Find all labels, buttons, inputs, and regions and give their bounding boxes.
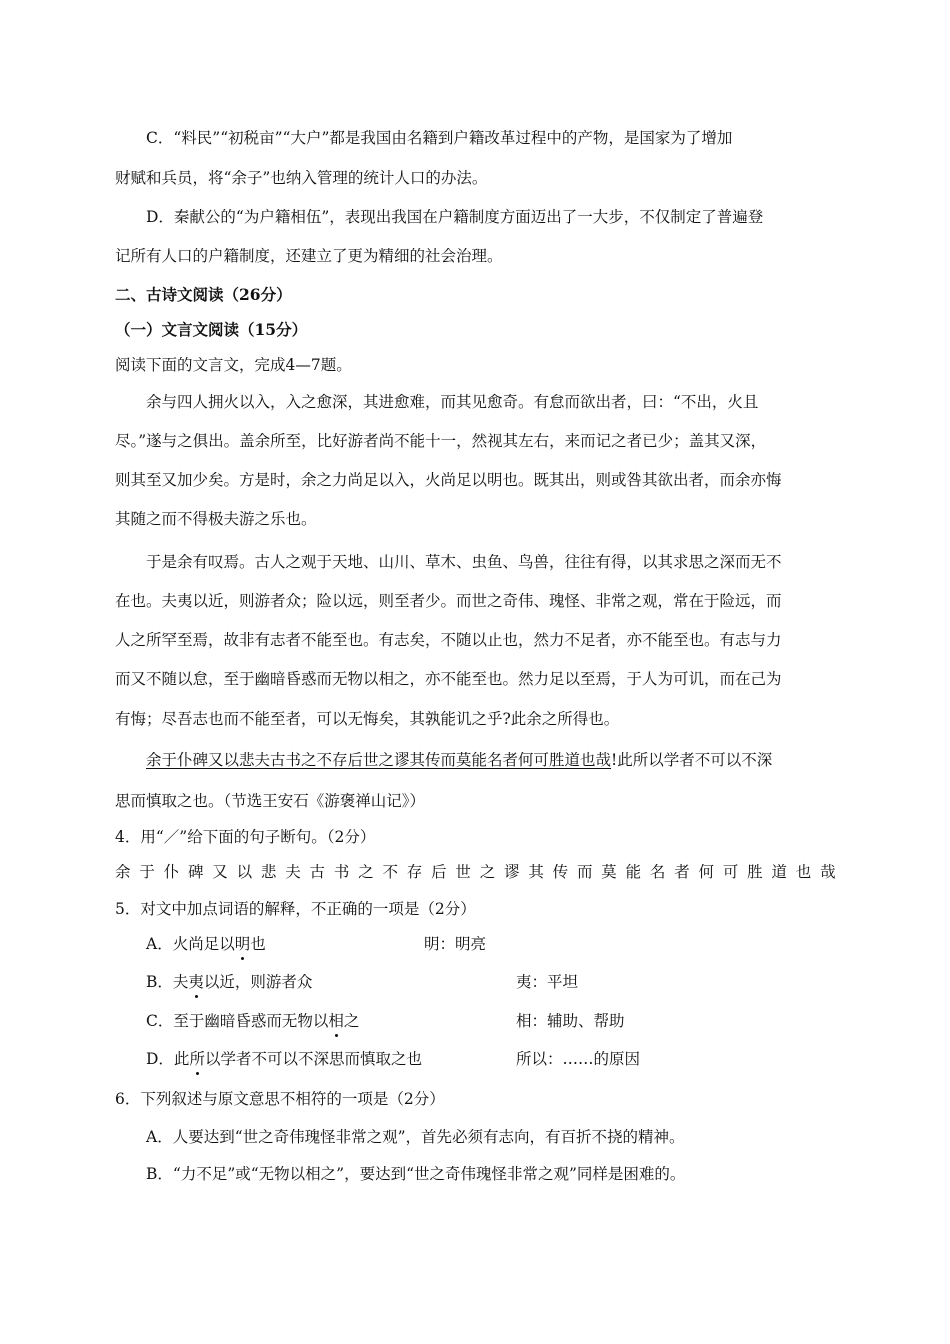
q5-option-a: A．火尚足以明也 xyxy=(146,935,266,953)
q6-option-a: A．人要达到“世之奇伟瑰怪非常之观”，首先必须有志向，有百折不挠的精神。 xyxy=(146,1128,685,1146)
option-c-line-1: C．“料民”“初税亩”“大户”都是我国由名籍到户籍改革过程中的产物，是国家为了增加 xyxy=(146,129,733,147)
sentence-char: 可 xyxy=(722,863,739,881)
sentence-char: 而 xyxy=(576,863,593,881)
sentence-char: 世 xyxy=(455,863,471,881)
question-4-stem: 4．用“／”给下面的句子断句。（2分） xyxy=(115,828,376,846)
subsection-title: （一）文言文阅读（15分） xyxy=(115,320,308,339)
sentence-char: 余 xyxy=(115,863,131,881)
sentence-char: 哉 xyxy=(820,863,836,881)
option-c-line-2: 财赋和兵员，将“余子”也纳入管理的统计人口的办法。 xyxy=(115,169,488,187)
passage-p2-line-4: 而又不随以怠，至于幽暗昏惑而无物以相之，亦不能至也。然力足以至焉，于人为可讥，而在己为 xyxy=(115,670,782,688)
sentence-char: 道 xyxy=(771,863,787,881)
sentence-char: 者 xyxy=(674,863,690,881)
q5-option-b: B．夫夷以近，则游者众 xyxy=(146,973,313,991)
sentence-char: 后 xyxy=(431,863,447,881)
option-d-line-2: 记所有人口的户籍制度，还建立了更为精细的社会治理。 xyxy=(115,247,503,265)
sentence-char: 于 xyxy=(139,863,155,881)
sentence-char: 之 xyxy=(358,863,374,881)
q5-option-c: C．至于幽暗昏惑而无物以相之 xyxy=(146,1012,360,1030)
sentence-char: 之 xyxy=(479,863,496,881)
sentence-char: 传 xyxy=(552,863,569,881)
question-4-sentence xyxy=(115,862,836,882)
sentence-char: 悲 xyxy=(260,863,277,881)
passage-p3-rest: !此所以学者不可以不深 xyxy=(611,751,773,769)
reading-instruction: 阅读下面的文言文，完成4—7题。 xyxy=(115,356,352,374)
q5-option-a-gloss: 明：明亮 xyxy=(424,935,487,953)
question-5-stem: 5．对文中加点词语的解释，不正确的一项是（2分） xyxy=(115,900,476,918)
q5-option-d: D．此所以学者不可以不深思而慎取之也 xyxy=(146,1050,422,1068)
sentence-char: 不 xyxy=(382,863,398,881)
question-6-stem: 6．下列叙述与原文意思不相符的一项是（2分） xyxy=(115,1090,445,1108)
sentence-char: 何 xyxy=(698,863,715,881)
passage-p3-line-1 xyxy=(146,750,772,770)
sentence-char: 胜 xyxy=(747,863,763,881)
sentence-char: 谬 xyxy=(504,863,520,881)
sentence-char: 存 xyxy=(406,863,423,881)
sentence-char: 以 xyxy=(236,863,253,881)
sentence-char: 莫 xyxy=(601,863,617,881)
dotted-word: 夷 xyxy=(188,973,204,991)
passage-p1-line-3: 则其至又加少矣。方是时，余之力尚足以入，火尚足以明也。既其出，则或咎其欲出者，而余亦悔 xyxy=(115,471,782,489)
sentence-char: 又 xyxy=(212,863,228,881)
sentence-char: 碑 xyxy=(187,863,204,881)
sentence-char: 能 xyxy=(625,863,642,881)
passage-p1-line-2: 尽。”遂与之俱出。盖余所至，比好游者尚不能十一，然视其左右，来而记之者已少；盖其又深， xyxy=(115,432,767,450)
underlined-sentence: 余于仆碑又以悲夫古书之不存后世之谬其传而莫能名者何可胜道也哉 xyxy=(146,751,612,769)
passage-p2-line-1: 于是余有叹焉。古人之观于天地、山川、草木、虫鱼、鸟兽，往往有得，以其求思之深而无不 xyxy=(146,553,782,571)
passage-p2-line-3: 人之所罕至焉，故非有志者不能至也。有志矣，不随以止也，然力不足者，亦不能至也。有志与力 xyxy=(115,631,782,649)
passage-p1-line-1: 余与四人拥火以入，入之愈深，其进愈难，而其见愈奇。有怠而欲出者，曰：“不出，火且 xyxy=(146,393,759,411)
q5-option-b-gloss: 夷：平坦 xyxy=(516,973,579,991)
passage-p2-line-5: 有悔；尽吾志也而不能至者，可以无悔矣，其孰能讥之乎?此余之所得也。 xyxy=(115,710,620,728)
sentence-char: 夫 xyxy=(285,863,301,881)
passage-p1-line-4: 其随之而不得极夫游之乐也。 xyxy=(115,510,317,528)
q6-option-b: B．“力不足”或“无物以相之”，要达到“世之奇伟瑰怪非常之观”同样是困难的。 xyxy=(146,1165,686,1183)
sentence-char: 书 xyxy=(333,863,350,881)
dotted-word: 相 xyxy=(328,1012,344,1030)
section-title: 二、古诗文阅读（26分） xyxy=(115,285,292,304)
dotted-word: 所 xyxy=(189,1050,205,1068)
sentence-char: 古 xyxy=(309,863,326,881)
passage-p2-line-2: 在也。夫夷以近，则游者众；险以远，则至者少。而世之奇伟、瑰怪、非常之观，常在于险远，而 xyxy=(115,592,782,610)
sentence-char: 也 xyxy=(795,863,812,881)
sentence-char: 其 xyxy=(528,863,544,881)
q5-option-d-gloss: 所以：……的原因 xyxy=(516,1050,641,1068)
dotted-word: 明 xyxy=(234,935,251,953)
sentence-char: 名 xyxy=(649,863,666,881)
q5-option-c-gloss: 相：辅助、帮助 xyxy=(516,1012,625,1030)
sentence-char: 仆 xyxy=(163,863,180,881)
passage-p3-line-2: 思而慎取之也。（节选王安石《游褒禅山记》） xyxy=(115,792,426,810)
option-d-line-1: D．秦献公的“为户籍相伍”，表现出我国在户籍制度方面迈出了一大步，不仅制定了普遍登 xyxy=(146,208,764,226)
